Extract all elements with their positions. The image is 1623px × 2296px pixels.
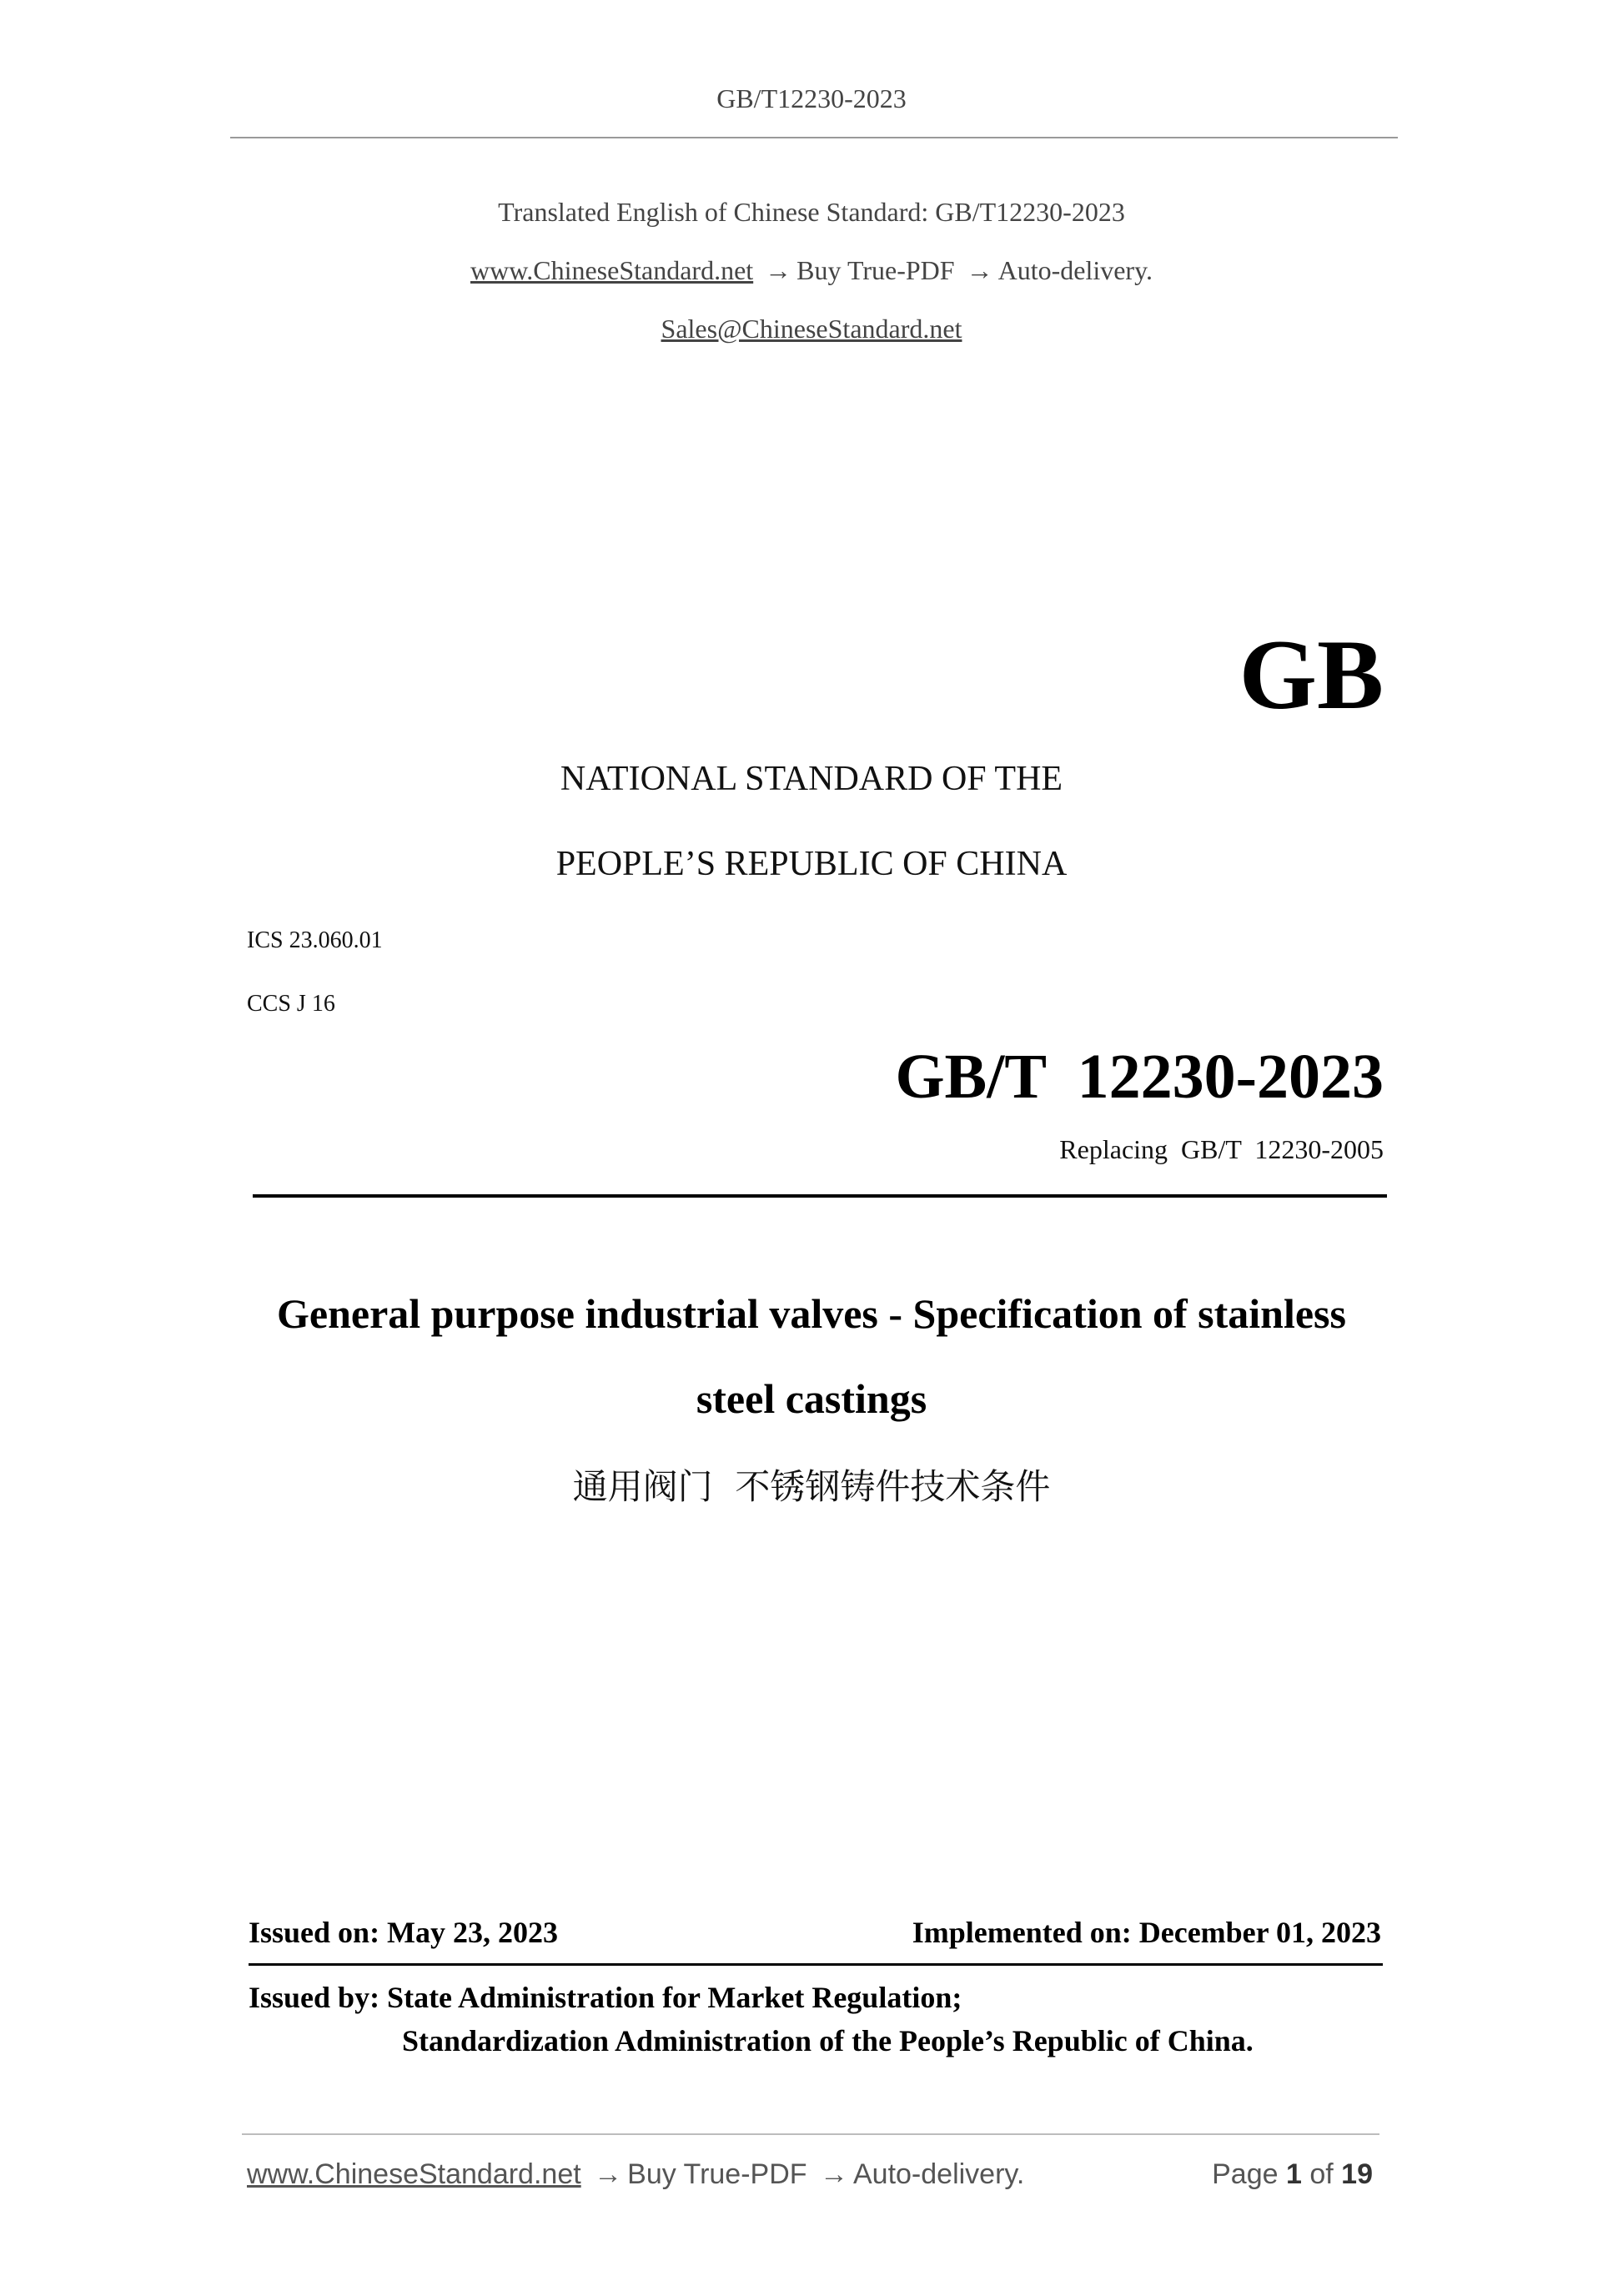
page-indicator (1212, 2158, 1373, 2191)
issued-rule (249, 1963, 1383, 1966)
arrow-right-icon: → (765, 255, 792, 285)
national-line-2: PEOPLE’S REPUBLIC OF CHINA (555, 845, 1068, 883)
gb-mark: GB (1239, 619, 1384, 730)
page-label: Page (1212, 2158, 1279, 2190)
issued-by: Issued by: State Administration for Market Regulation; (249, 1981, 962, 2014)
footer-links (247, 2158, 1024, 2191)
site-link[interactable]: www.ChineseStandard.net (470, 255, 754, 285)
running-header: GB/T12230-2023 (716, 83, 907, 113)
footer-buy-text: Buy True-PDF (627, 2158, 807, 2190)
email-link[interactable]: Sales@ChineseStandard.net (661, 314, 962, 344)
ics-code: ICS 23.060.01 (247, 927, 383, 953)
arrow-right-icon: → (594, 2158, 623, 2190)
issued-by-line-2: Standardization Administration of the People’s Republic of China. (402, 2024, 1254, 2057)
buy-text: Buy True-PDF (796, 255, 955, 285)
standard-number: GB/T 12230-2023 (895, 1042, 1384, 1112)
footer-auto-text: Auto-delivery. (852, 2158, 1025, 2190)
header-rule (253, 1194, 1387, 1198)
footer-divider (242, 2133, 1379, 2135)
header-divider (230, 137, 1398, 138)
promo-email (0, 314, 1623, 344)
of-label: of (1309, 2158, 1334, 2190)
auto-delivery-text: Auto-delivery. (997, 255, 1153, 285)
national-line-1: NATIONAL STANDARD OF THE (560, 760, 1063, 798)
implemented-on: Implemented on: December 01, 2023 (912, 1916, 1381, 1949)
title-line-1: General purpose industrial valves - Specification of stainless (277, 1290, 1346, 1337)
ccs-code: CCS J 16 (247, 991, 335, 1017)
title-chinese: 通用阀门 不锈钢铸件技术条件 (572, 1466, 1051, 1507)
title-line-2: steel castings (696, 1375, 927, 1422)
replacing-note: Replacing GB/T 12230-2005 (1059, 1134, 1384, 1164)
promo-links (0, 255, 1623, 286)
arrow-right-icon: → (966, 255, 993, 285)
page-total: 19 (1341, 2158, 1373, 2190)
arrow-right-icon: → (819, 2158, 848, 2190)
issued-on: Issued on: May 23, 2023 (249, 1916, 559, 1949)
page-number: 1 (1285, 2158, 1302, 2190)
promo-title: Translated English of Chinese Standard: GB/T12230-2023 (498, 197, 1125, 227)
footer-site-link[interactable]: www.ChineseStandard.net (247, 2158, 581, 2190)
